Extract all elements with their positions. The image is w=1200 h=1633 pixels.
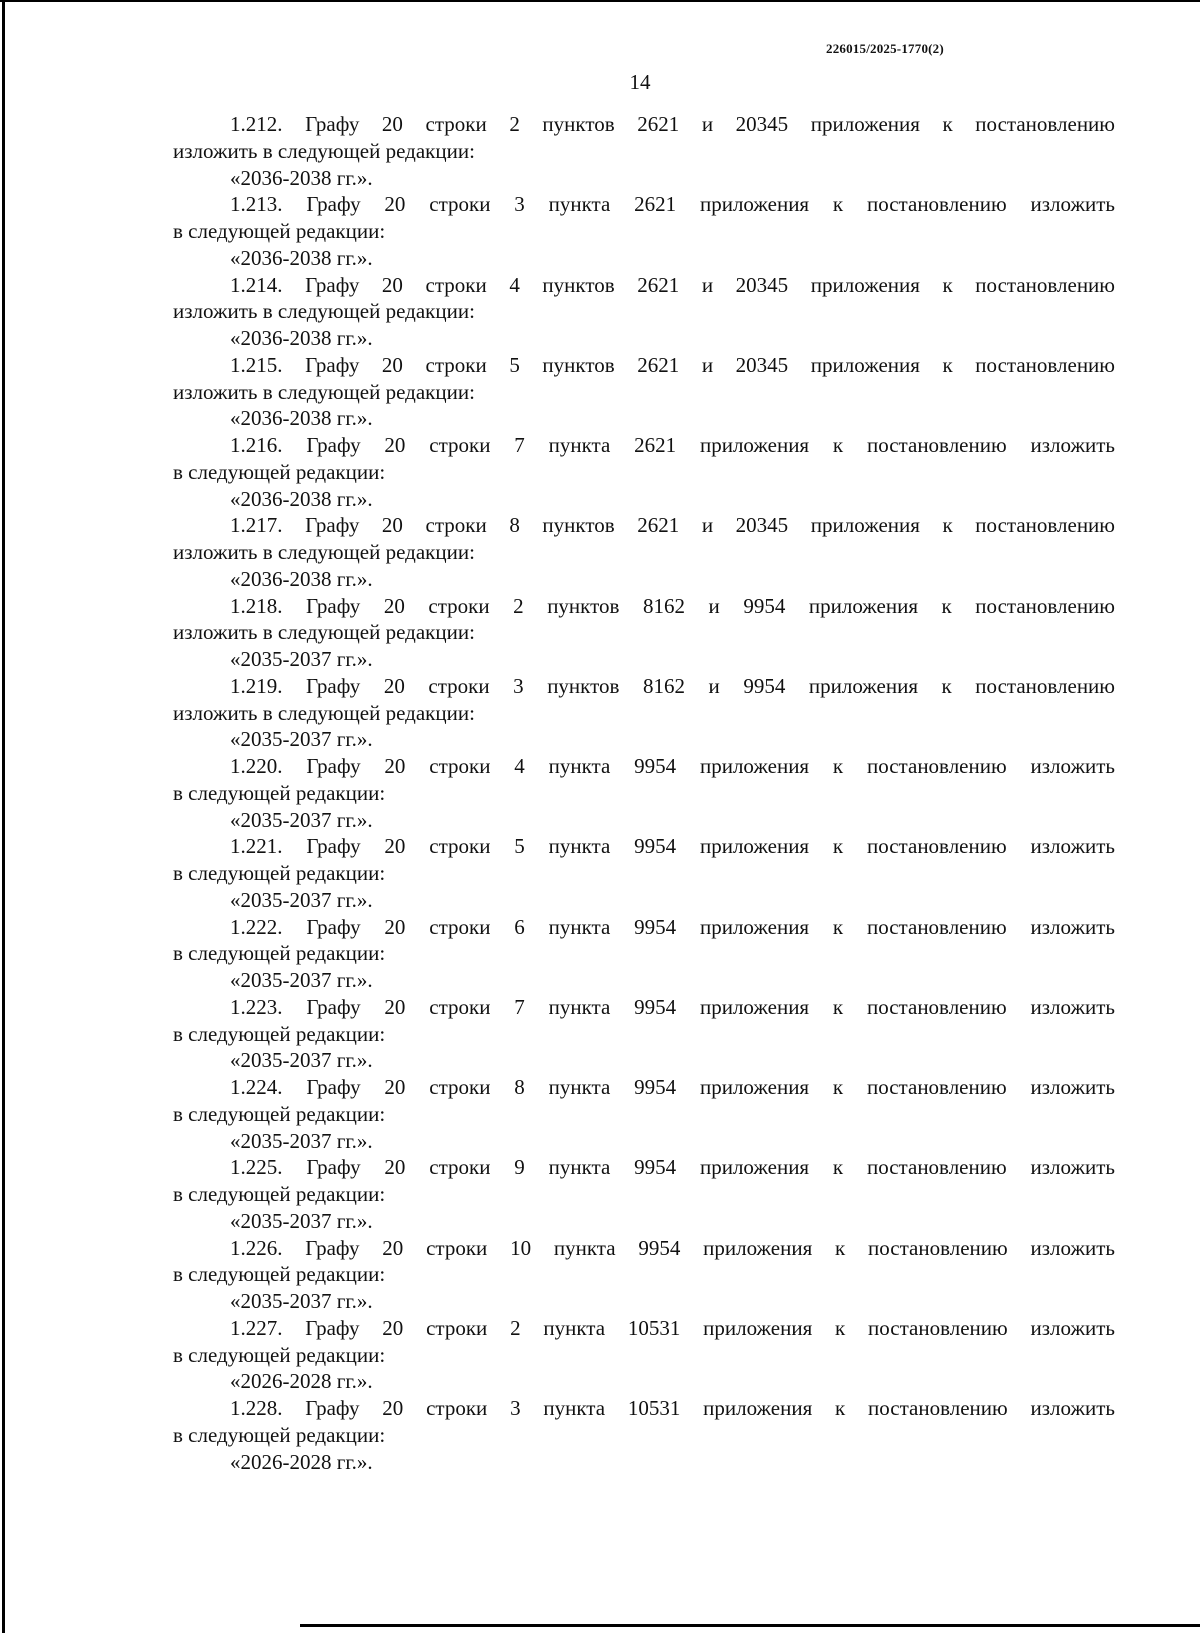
amendment-item-text: 1.214. Графу 20 строки 4 пунктов 2621 и 20345 приложения к постановлению (230, 272, 1115, 297)
amendment-item (173, 1154, 1115, 1234)
amendment-item-continuation: в следующей редакции: (173, 1422, 386, 1447)
amendment-item-continuation: в следующей редакции: (173, 1342, 386, 1367)
amendment-item-new-value: «2035-2037 гг.». (230, 1128, 373, 1153)
amendment-item-text: 1.218. Графу 20 строки 2 пунктов 8162 и 9954 приложения к постановлению (230, 593, 1115, 618)
amendment-item-new-value: «2035-2037 гг.». (230, 807, 373, 832)
amendment-item-continuation: в следующей редакции: (173, 1101, 386, 1126)
document-body (173, 111, 1115, 1475)
amendment-item-continuation: изложить в следующей редакции: (173, 700, 475, 725)
amendment-item-new-value: «2035-2037 гг.». (230, 1208, 373, 1233)
amendment-item-text: 1.217. Графу 20 строки 8 пунктов 2621 и 20345 приложения к постановлению (230, 513, 1115, 538)
amendment-item-continuation: в следующей редакции: (173, 861, 386, 885)
amendment-item-new-value: «2026-2028 гг.». (230, 1449, 373, 1474)
amendment-item (173, 994, 1115, 1074)
amendment-item-continuation: в следующей редакции: (173, 459, 386, 484)
amendment-item (173, 512, 1115, 592)
amendment-item-text: 1.220. Графу 20 строки 4 пункта 9954 приложения к постановлению изложить (230, 754, 1115, 778)
amendment-item-text: 1.219. Графу 20 строки 3 пунктов 8162 и 9954 приложения к постановлению (230, 673, 1115, 698)
amendment-item-text: 1.222. Графу 20 строки 6 пункта 9954 приложения к постановлению изложить (230, 914, 1115, 939)
amendment-item-new-value: «2035-2037 гг.». (230, 647, 373, 671)
amendment-item-text: 1.215. Графу 20 строки 5 пунктов 2621 и 20345 приложения к постановлению (230, 352, 1115, 377)
amendment-item (173, 352, 1115, 432)
amendment-item-text: 1.225. Графу 20 строки 9 пункта 9954 приложения к постановлению изложить (230, 1155, 1115, 1180)
amendment-item-continuation: изложить в следующей редакции: (173, 379, 475, 404)
amendment-item-continuation: изложить в следующей редакции: (173, 540, 475, 564)
amendment-item (173, 111, 1115, 191)
scan-edge-top (0, 0, 1200, 2)
amendment-item-continuation: в следующей редакции: (173, 1262, 386, 1287)
amendment-item-continuation: изложить в следующей редакции: (173, 620, 475, 645)
amendment-item-continuation: в следующей редакции: (173, 1182, 386, 1206)
amendment-item (173, 191, 1115, 271)
amendment-item-new-value: «2035-2037 гг.». (230, 887, 373, 912)
document-number: 226015/2025-1770(2) (826, 41, 944, 56)
amendment-item-new-value: «2036-2038 гг.». (230, 486, 373, 511)
amendment-item-continuation: изложить в следующей редакции: (173, 299, 475, 324)
amendment-item (173, 1315, 1115, 1395)
amendment-item-new-value: «2036-2038 гг.». (230, 326, 373, 350)
amendment-item-new-value: «2026-2028 гг.». (230, 1369, 373, 1394)
amendment-item-new-value: «2036-2038 гг.». (230, 165, 373, 190)
amendment-item-continuation: в следующей редакции: (173, 941, 386, 966)
amendment-item (173, 914, 1115, 994)
amendment-item-new-value: «2035-2037 гг.». (230, 1289, 373, 1313)
amendment-item (173, 432, 1115, 512)
amendment-item-new-value: «2035-2037 гг.». (230, 1048, 373, 1073)
amendment-item-continuation: в следующей редакции: (173, 219, 386, 243)
amendment-item-text: 1.228. Графу 20 строки 3 пункта 10531 приложения к постановлению изложить (230, 1396, 1115, 1420)
amendment-item-text: 1.221. Графу 20 строки 5 пункта 9954 приложения к постановлению изложить (230, 834, 1115, 859)
scan-edge-bottom (300, 1624, 1200, 1627)
amendment-item-text: 1.213. Графу 20 строки 3 пункта 2621 приложения к постановлению изложить (230, 192, 1115, 217)
amendment-item-new-value: «2035-2037 гг.». (230, 727, 373, 752)
amendment-item-continuation: в следующей редакции: (173, 1021, 386, 1046)
amendment-item-new-value: «2036-2038 гг.». (230, 406, 373, 431)
amendment-item-text: 1.223. Графу 20 строки 7 пункта 9954 приложения к постановлению изложить (230, 994, 1115, 1019)
page-number: 14 (629, 70, 651, 94)
amendment-item (173, 1074, 1115, 1154)
amendment-item (173, 272, 1115, 352)
amendment-item-text: 1.224. Графу 20 строки 8 пункта 9954 приложения к постановлению изложить (230, 1075, 1115, 1099)
amendment-item (173, 1395, 1115, 1475)
amendment-item-text: 1.226. Графу 20 строки 10 пункта 9954 приложения к постановлению изложить (230, 1235, 1115, 1260)
scan-edge-left (2, 0, 5, 1633)
amendment-item (173, 673, 1115, 753)
amendment-item (173, 753, 1115, 833)
amendment-item (173, 593, 1115, 673)
amendment-item-new-value: «2036-2038 гг.». (230, 566, 373, 591)
amendment-item-continuation: в следующей редакции: (173, 780, 386, 805)
amendment-item-text: 1.216. Графу 20 строки 7 пункта 2621 приложения к постановлению изложить (230, 433, 1115, 457)
amendment-item-text: 1.212. Графу 20 строки 2 пунктов 2621 и 20345 приложения к постановлению (230, 112, 1115, 136)
amendment-item-new-value: «2036-2038 гг.». (230, 245, 373, 270)
amendment-item (173, 833, 1115, 913)
amendment-item-continuation: изложить в следующей редакции: (173, 138, 475, 163)
amendment-item (173, 1235, 1115, 1315)
amendment-item-new-value: «2035-2037 гг.». (230, 968, 373, 992)
amendment-item-text: 1.227. Графу 20 строки 2 пункта 10531 приложения к постановлению изложить (230, 1315, 1115, 1340)
